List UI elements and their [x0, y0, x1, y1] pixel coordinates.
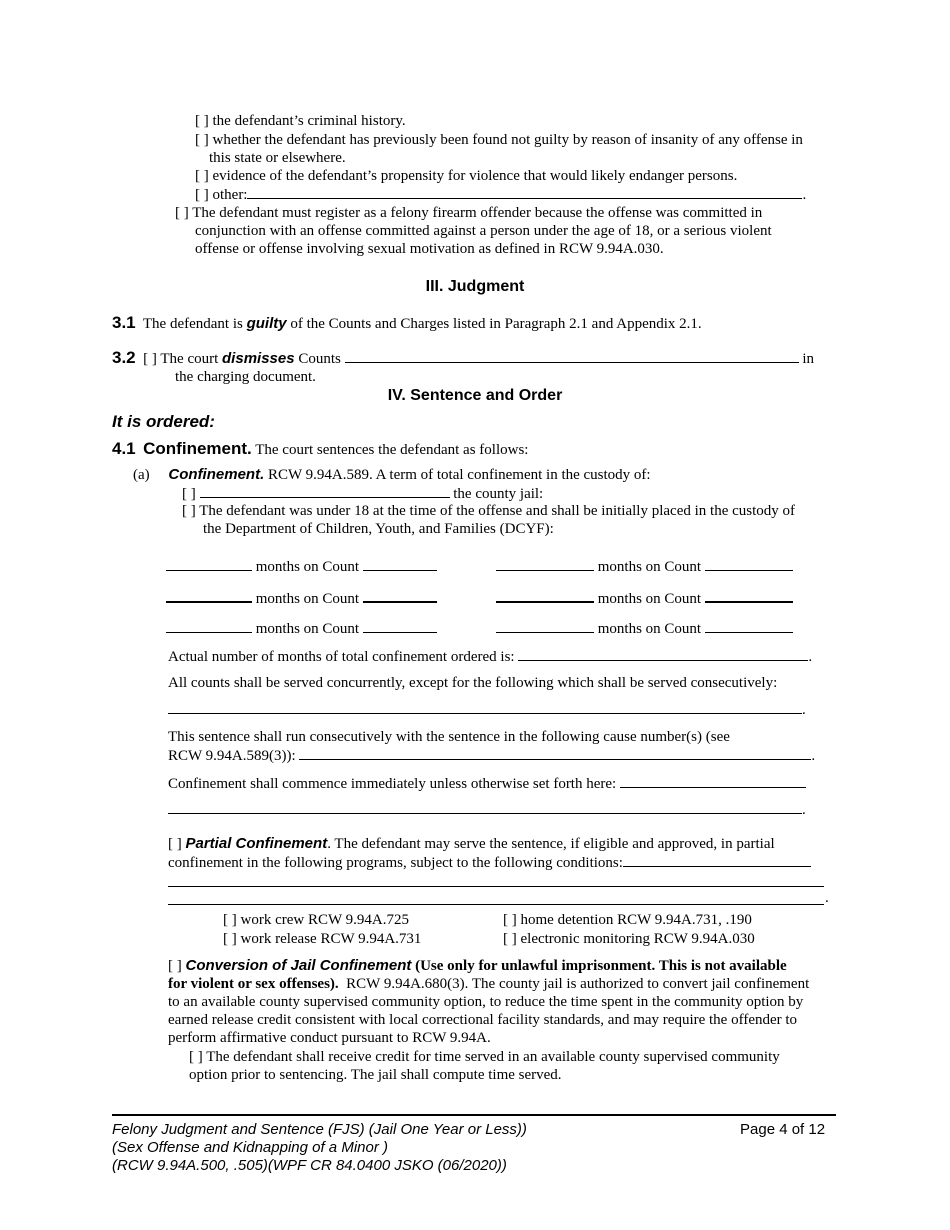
text: The court sentences the defendant as follows:	[255, 442, 529, 458]
months-row-3-right	[496, 619, 793, 638]
text: months on Count	[597, 559, 702, 575]
county-blank[interactable]	[200, 484, 450, 498]
conversion-text-5: perform affirmative conduct pursuant to RCW 9.94A.	[168, 1030, 491, 1046]
months-blank[interactable]	[166, 588, 252, 603]
months-blank[interactable]	[496, 557, 594, 571]
option-violence[interactable]: [ ] evidence of the defendant’s propensity for violence that would likely endanger persons.	[195, 168, 738, 184]
months-blank[interactable]	[496, 619, 594, 633]
text: months on Count	[597, 591, 702, 607]
text: . The defendant may serve the sentence, if eligible and approved, in partial	[327, 836, 775, 852]
dismisses-label: dismisses	[222, 350, 295, 367]
months-blank[interactable]	[496, 588, 594, 603]
text: Actual number of months of total confinement ordered is:	[168, 649, 515, 665]
count-blank[interactable]	[363, 557, 437, 571]
text: months on Count	[255, 621, 360, 637]
firearm-text: conjunction with an offense committed against a person under the age of 18, or a serious violent	[195, 223, 772, 239]
program-electronic-monitoring[interactable]: [ ] electronic monitoring RCW 9.94A.030	[503, 931, 755, 947]
text: RCW 9.94A.589(3)):	[168, 748, 296, 764]
text: in	[802, 351, 814, 367]
option-insanity-cont: this state or elsewhere.	[209, 150, 346, 166]
conversion-checkbox[interactable]: [ ]	[168, 958, 182, 974]
option-other-label: [ ] other:	[195, 187, 248, 203]
paragraph-4-1	[112, 440, 528, 459]
credit-option-cont: option prior to sentencing. The jail shall compute time served.	[189, 1067, 562, 1083]
text: Counts	[298, 351, 341, 367]
count-blank[interactable]	[705, 588, 793, 603]
text: The court	[160, 351, 219, 367]
text: Confinement shall commence immediately unless otherwise set forth here:	[168, 776, 617, 792]
concurrent-text: All counts shall be served concurrently, except for the following which shall be served consecutively:	[168, 675, 778, 691]
months-blank[interactable]	[166, 619, 252, 633]
dismiss-checkbox[interactable]: [ ]	[143, 351, 157, 367]
dcyf-option-cont: the Department of Children, Youth, and Families (DCYF):	[203, 521, 554, 537]
commence-line-2: .	[168, 800, 806, 819]
conversion-text-3: to an available county supervised community option, to reduce the time spent in the community option by	[168, 994, 804, 1010]
other-blank[interactable]	[247, 185, 802, 199]
consecutive-counts-line: .	[168, 700, 806, 719]
text: RCW 9.94A.589. A term of total confinement in the custody of:	[268, 467, 651, 483]
text: The defendant is	[142, 316, 243, 332]
conversion-option	[168, 957, 787, 975]
months-row-1-right	[496, 557, 793, 576]
commence-blank-2[interactable]	[168, 800, 802, 814]
item-label: (a)	[133, 467, 150, 483]
paragraph-number: 4.1	[112, 439, 136, 458]
dismissed-counts-blank[interactable]	[345, 349, 799, 363]
footer-title: Felony Judgment and Sentence (FJS) (Jail One Year or Less))	[112, 1121, 527, 1138]
item-a	[133, 466, 651, 484]
county-checkbox[interactable]: [ ]	[182, 486, 196, 502]
conversion-text-4: earned release credit consistent with local correctional facility standards, and may require the offender to	[168, 1012, 798, 1028]
text: months on Count	[597, 621, 702, 637]
text: for violent or sex offenses).	[168, 976, 339, 992]
partial-confinement	[168, 835, 775, 853]
conditions-blank[interactable]	[623, 853, 811, 867]
text: confinement in the following programs, subject to the following conditions:	[168, 855, 623, 871]
page-number: Page 4 of 12	[740, 1121, 826, 1138]
count-blank[interactable]	[363, 588, 437, 603]
conversion-text-2	[168, 975, 809, 993]
cause-number-blank[interactable]	[299, 746, 811, 760]
text: (Use only for unlawful imprisonment. This is not available	[415, 958, 787, 974]
paragraph-number: 3.1	[112, 313, 136, 332]
section-iii-title: III. Judgment	[425, 278, 525, 295]
county-jail-option[interactable]	[182, 484, 543, 503]
partial-confinement-cont	[168, 853, 811, 872]
actual-months: Actual number of months of total confinement ordered is: .	[168, 649, 813, 665]
section-iv-title: IV. Sentence and Order	[387, 387, 563, 404]
footer-subtitle: (Sex Offense and Kidnapping of a Minor )	[112, 1139, 388, 1156]
option-other[interactable]: [ ] other: .	[195, 187, 807, 203]
paragraph-3-2	[112, 349, 814, 368]
actual-months-blank[interactable]	[518, 647, 808, 661]
commence-blank[interactable]	[620, 774, 806, 788]
program-home-detention[interactable]: [ ] home detention RCW 9.94A.731, .190	[503, 912, 752, 928]
text: months on Count	[255, 591, 360, 607]
option-insanity[interactable]: [ ] whether the defendant has previously been found not guilty by reason of insanity of any offense in	[195, 132, 803, 148]
paragraph-3-1	[112, 314, 702, 333]
text: the county jail:	[453, 486, 544, 502]
count-blank[interactable]	[363, 619, 437, 633]
dcyf-option[interactable]: [ ] The defendant was under 18 at the time of the offense and shall be initially placed in the custody of	[182, 503, 796, 519]
confinement-subheading: Confinement.	[168, 466, 265, 483]
confinement-heading: Confinement.	[143, 439, 252, 458]
months-row-3-left	[166, 619, 437, 638]
option-criminal-history[interactable]: [ ] the defendant’s criminal history.	[195, 113, 406, 129]
paragraph-3-2-cont: the charging document.	[175, 369, 316, 385]
program-work-release[interactable]: [ ] work release RCW 9.94A.731	[223, 931, 422, 947]
count-blank[interactable]	[705, 619, 793, 633]
it-is-ordered: It is ordered:	[112, 412, 215, 431]
conditions-line-3[interactable]	[168, 904, 824, 905]
text: RCW 9.94A.680(3). The county jail is authorized to convert jail confinement	[346, 976, 810, 992]
conversion-heading: Conversion of Jail Confinement	[185, 957, 412, 974]
firearm-text-2: offense or offense involving sexual motivation as defined in RCW 9.94A.030.	[195, 241, 664, 257]
consecutive-cause-line: RCW 9.94A.589(3)): .	[168, 748, 816, 764]
text: of the Counts and Charges listed in Paragraph 2.1 and Appendix 2.1.	[290, 316, 702, 332]
firearm-checkbox[interactable]: [ ] The defendant must register as a felony firearm offender because the offense was committed in	[175, 205, 763, 221]
program-work-crew[interactable]: [ ] work crew RCW 9.94A.725	[223, 912, 409, 928]
period: .	[825, 890, 829, 906]
months-row-2-right	[496, 588, 793, 608]
text: months on Count	[255, 559, 360, 575]
months-blank[interactable]	[166, 557, 252, 571]
paragraph-number: 3.2	[112, 348, 136, 367]
months-row-1-left	[166, 557, 437, 576]
commence-line	[168, 774, 806, 793]
guilty-label: guilty	[246, 315, 287, 332]
footer-citation: (RCW 9.94A.500, .505)(WPF CR 84.0400 JSKO (06/2020))	[112, 1157, 507, 1174]
count-blank[interactable]	[705, 557, 793, 571]
credit-option[interactable]: [ ] The defendant shall receive credit for time served in an available county supervised community	[189, 1049, 780, 1065]
conditions-line-2[interactable]	[168, 886, 824, 887]
consecutive-counts-blank[interactable]	[168, 700, 802, 714]
partial-checkbox[interactable]: [ ]	[168, 836, 182, 852]
consecutive-cause-text: This sentence shall run consecutively with the sentence in the following cause number(s) (see	[168, 729, 730, 745]
months-row-2-left	[166, 588, 437, 608]
footer-rule	[112, 1114, 836, 1116]
partial-confinement-heading: Partial Confinement	[185, 835, 328, 852]
